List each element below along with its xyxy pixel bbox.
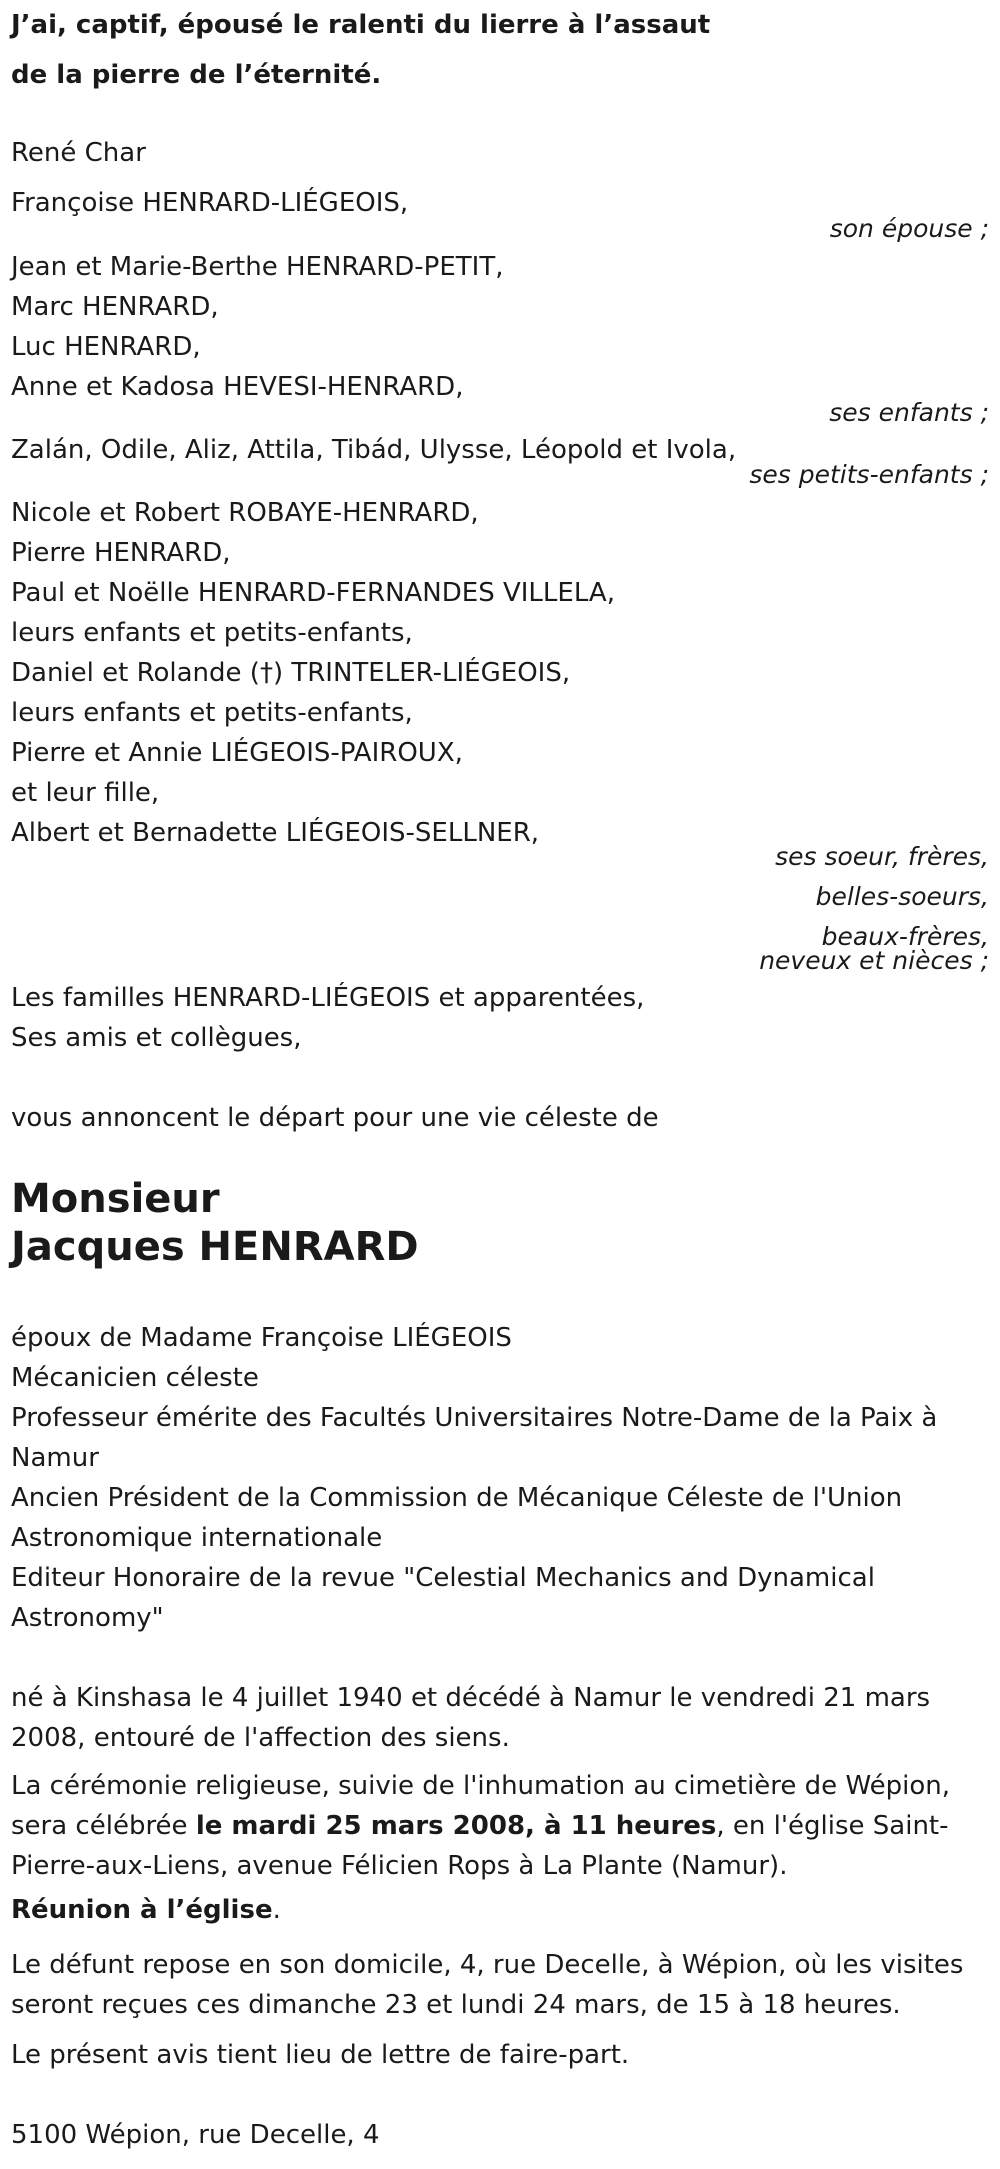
visits-text: Le défunt repose en son domicile, 4, rue Decelle, à Wépion, où les visites seront reçues ces dimanche 23 et lundi 24 mars, de 15 à 18 heures. [11,1950,964,2020]
deceased-title: Monsieur [11,1176,220,1222]
reunion-after: . [272,1895,281,1925]
child-line: Jean et Marie-Berthe HENRARD-PETIT, [11,252,504,282]
grandchildren-names: Zalán, Odile, Aliz, Attila, Tibád, Ulysse, Léopold et Ivola, [11,435,737,465]
child-line: Anne et Kadosa HEVESI-HENRARD, [11,372,464,402]
others-line: Les familles HENRARD-LIÉGEOIS et apparentées, [11,983,645,1013]
children-role: ses enfants ; [829,398,989,427]
sibling-line: Pierre HENRARD, [11,538,231,568]
sibling-line: leurs enfants et petits-enfants, [11,698,413,728]
sibling-line: Albert et Bernadette LIÉGEOIS-SELLNER, [11,818,540,848]
quote-author: René Char [11,138,146,168]
sibling-line: Nicole et Robert ROBAYE-HENRARD, [11,498,479,528]
title-line: Professeur émérite des Facultés Universitaires Notre-Dame de la Paix à Namur [11,1403,938,1473]
others-line: Ses amis et collègues, [11,1023,302,1053]
address-text: 5100 Wépion, rue Decelle, 4 [11,2120,380,2150]
deceased-name: Jacques HENRARD [11,1224,419,1270]
quote-line-2: de la pierre de l’éternité. [11,60,382,90]
grandchildren-role: ses petits-enfants ; [749,460,989,489]
ceremony-date: le mardi 25 mars 2008, à 11 heures [195,1811,717,1841]
sibling-line: Pierre et Annie LIÉGEOIS-PAIROUX, [11,738,463,768]
ceremony-after: , en l'église Saint-Pierre-aux-Liens, avenue Félicien Rops à La Plante (Namur). [11,1811,949,1881]
spouse-name: Françoise HENRARD-LIÉGEOIS, [11,188,409,218]
title-line: époux de Madame Françoise LIÉGEOIS [11,1323,512,1353]
announcement-text: vous annoncent le départ pour une vie céleste de [11,1103,659,1133]
child-line: Marc HENRARD, [11,292,219,322]
siblings-role: neveux et nièces ; [759,946,989,975]
notice-text: Le présent avis tient lieu de lettre de faire-part. [11,2040,630,2070]
child-line: Luc HENRARD, [11,332,201,362]
quote-line-1: J’ai, captif, épousé le ralenti du lierre à l’assaut [11,10,711,40]
reunion-text [11,1895,281,1926]
siblings-role: belles-soeurs, [815,882,989,911]
spouse-role: son épouse ; [829,214,989,243]
siblings-role: ses soeur, frères, [775,842,989,871]
siblings-role: beaux-frères, [821,922,989,951]
title-line: Mécanicien céleste [11,1363,259,1393]
ceremony-text [11,1766,986,1886]
title-line: Ancien Président de la Commission de Mécanique Céleste de l'Union Astronomique internationale [11,1483,903,1553]
sibling-line: Paul et Noëlle HENRARD-FERNANDES VILLELA, [11,578,615,608]
sibling-line: leurs enfants et petits-enfants, [11,618,413,648]
birth-death-text: né à Kinshasa le 4 juillet 1940 et décédé à Namur le vendredi 21 mars 2008, entouré de l'affection des siens. [11,1683,931,1753]
sibling-line: Daniel et Rolande (†) TRINTELER-LIÉGEOIS, [11,658,571,688]
ceremony-before: La cérémonie religieuse, suivie de l'inhumation au cimetière de Wépion, sera célébrée [11,1771,950,1841]
sibling-line: et leur fille, [11,778,160,808]
title-line: Editeur Honoraire de la revue "Celestial Mechanics and Dynamical Astronomy" [11,1563,875,1633]
reunion-bold: Réunion à l’église [11,1895,273,1925]
